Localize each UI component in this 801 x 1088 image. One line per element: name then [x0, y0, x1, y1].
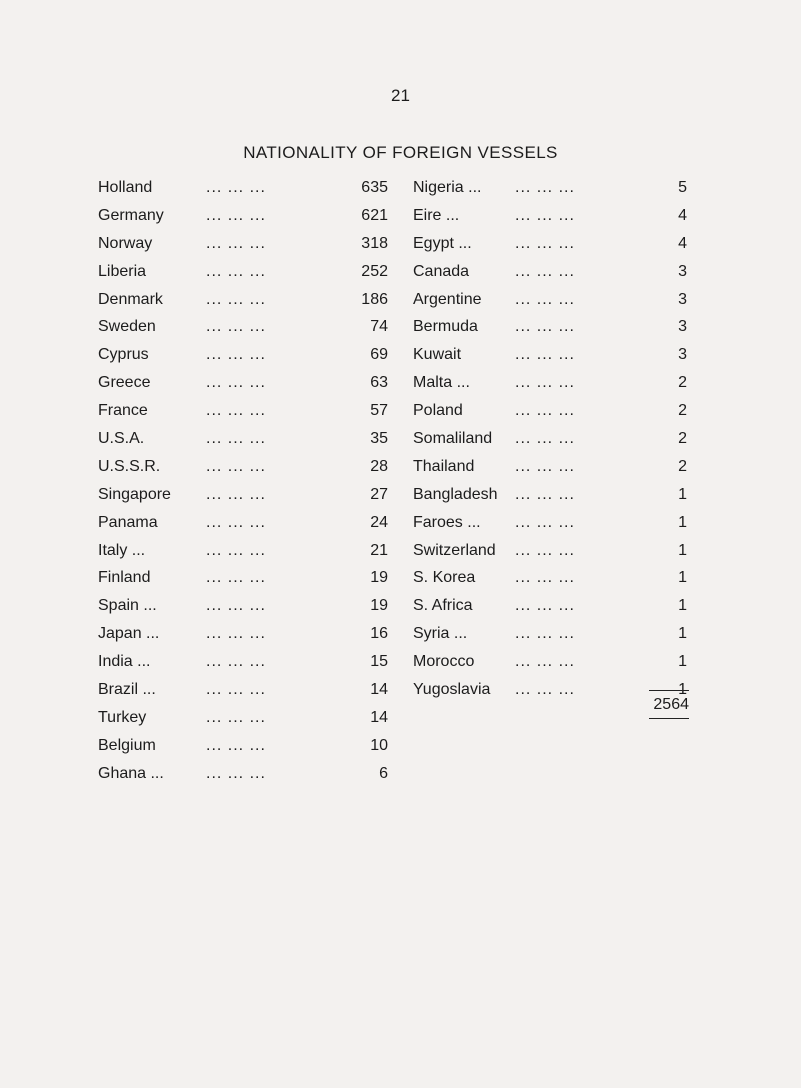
- vessel-count: 4: [678, 234, 687, 252]
- page-title: NATIONALITY OF FOREIGN VESSELS: [243, 143, 558, 162]
- country-row: [413, 202, 687, 230]
- vessel-count: 15: [370, 653, 388, 671]
- leader-dots: ... ... ...: [515, 541, 575, 559]
- leader-dots: ... ... ...: [206, 625, 266, 643]
- country-row: [98, 648, 388, 676]
- country-name: Holland: [98, 179, 153, 196]
- leader-dots: ... ... ...: [206, 485, 266, 503]
- vessel-count: 1: [678, 597, 687, 615]
- country-name: U.S.A.: [98, 430, 145, 448]
- leader-dots: ... ... ...: [515, 513, 575, 531]
- country-row: [413, 230, 687, 258]
- leader-dots: ... ... ...: [206, 430, 266, 448]
- left-column-list: [98, 174, 388, 788]
- vessel-count: 14: [370, 708, 388, 726]
- leader-dots: ... ... ...: [206, 569, 266, 587]
- country-name: Syria ...: [413, 625, 468, 643]
- country-name: Bangladesh: [413, 485, 498, 503]
- vessel-count: 1: [678, 513, 687, 531]
- leader-dots: ... ... ...: [515, 346, 575, 364]
- country-name: Belgium: [98, 736, 156, 754]
- country-name: S. Africa: [413, 597, 473, 615]
- country-row: [98, 564, 388, 592]
- leader-dots: ... ... ...: [515, 430, 575, 448]
- vessel-count: 14: [370, 681, 388, 699]
- vessel-count: 21: [370, 541, 388, 559]
- leader-dots: ... ... ...: [206, 541, 266, 559]
- vessel-count: 621: [361, 206, 388, 224]
- country-row: [98, 230, 388, 258]
- country-row: [413, 564, 687, 592]
- vessel-count: 3: [678, 262, 687, 280]
- country-name: Yugoslavia: [413, 681, 491, 699]
- country-row: [413, 453, 687, 481]
- leader-dots: ... ... ...: [515, 318, 575, 336]
- country-row: [413, 620, 687, 648]
- vessel-count: 74: [370, 318, 388, 336]
- country-row: [98, 258, 388, 286]
- leader-dots: ... ... ...: [206, 179, 266, 196]
- vessel-count: 35: [370, 430, 388, 448]
- vessel-count: 28: [370, 457, 388, 475]
- country-name: France: [98, 402, 148, 420]
- vessel-count: 318: [361, 234, 388, 252]
- vessel-count: 252: [361, 262, 388, 280]
- country-name: Germany: [98, 206, 164, 224]
- country-row: [98, 481, 388, 509]
- leader-dots: ... ... ...: [515, 234, 575, 252]
- country-name: Argentine: [413, 290, 482, 308]
- leader-dots: ... ... ...: [206, 457, 266, 475]
- country-name: Egypt ...: [413, 234, 472, 252]
- vessel-count: 3: [678, 318, 687, 336]
- leader-dots: ... ... ...: [206, 402, 266, 420]
- country-row: [413, 648, 687, 676]
- vessel-count: 3: [678, 346, 687, 364]
- vessel-count: 1: [678, 485, 687, 503]
- leader-dots: ... ... ...: [206, 513, 266, 531]
- total-value: 2564: [653, 696, 689, 713]
- country-name: Ghana ...: [98, 764, 164, 782]
- country-name: India ...: [98, 653, 151, 671]
- leader-dots: ... ... ...: [515, 681, 575, 699]
- country-row: [413, 592, 687, 620]
- country-row: [413, 397, 687, 425]
- country-row: [413, 509, 687, 537]
- vessel-count: 24: [370, 513, 388, 531]
- vessel-count: 16: [370, 625, 388, 643]
- country-row: [98, 704, 388, 732]
- country-row: [413, 341, 687, 369]
- country-name: Faroes ...: [413, 513, 481, 531]
- leader-dots: ... ... ...: [515, 597, 575, 615]
- vessel-count: 10: [370, 736, 388, 754]
- vessel-count: 4: [678, 206, 687, 224]
- country-name: Thailand: [413, 457, 475, 475]
- country-name: Sweden: [98, 318, 156, 336]
- country-row: [413, 286, 687, 314]
- leader-dots: ... ... ...: [206, 736, 266, 754]
- country-row: [98, 453, 388, 481]
- country-row: [98, 760, 388, 788]
- vessel-count: 2: [678, 457, 687, 475]
- total-bottom-rule: [649, 718, 689, 719]
- country-row: [98, 425, 388, 453]
- right-column-list: [413, 174, 687, 704]
- country-name: Panama: [98, 513, 158, 531]
- leader-dots: ... ... ...: [515, 374, 575, 392]
- vessel-count: 1: [678, 653, 687, 671]
- country-row: [98, 592, 388, 620]
- country-name: Somaliland: [413, 430, 493, 448]
- country-row: [413, 174, 687, 202]
- country-name: Brazil ...: [98, 681, 156, 699]
- country-row: [413, 369, 687, 397]
- country-row: [413, 537, 687, 565]
- leader-dots: ... ... ...: [515, 402, 575, 420]
- vessel-count: 6: [379, 764, 388, 782]
- leader-dots: ... ... ...: [206, 318, 266, 336]
- leader-dots: ... ... ...: [515, 569, 575, 587]
- country-name: Nigeria ...: [413, 179, 482, 196]
- country-name: Singapore: [98, 485, 171, 503]
- country-row: [98, 732, 388, 760]
- leader-dots: ... ... ...: [515, 206, 575, 224]
- country-name: Norway: [98, 234, 153, 252]
- country-name: U.S.S.R.: [98, 457, 161, 475]
- country-name: Italy ...: [98, 541, 146, 559]
- country-row: [413, 481, 687, 509]
- leader-dots: ... ... ...: [515, 262, 575, 280]
- country-row: [98, 537, 388, 565]
- leader-dots: ... ... ...: [206, 681, 266, 699]
- vessel-count: 1: [678, 541, 687, 559]
- country-row: [98, 369, 388, 397]
- leader-dots: ... ... ...: [206, 290, 266, 308]
- country-name: Switzerland: [413, 541, 496, 559]
- country-name: Turkey: [98, 708, 147, 726]
- leader-dots: ... ... ...: [515, 457, 575, 475]
- vessel-count: 5: [678, 179, 687, 196]
- country-name: Spain ...: [98, 597, 157, 615]
- country-row: [98, 202, 388, 230]
- leader-dots: ... ... ...: [206, 262, 266, 280]
- vessel-count: 2: [678, 430, 687, 448]
- country-name: Finland: [98, 569, 151, 587]
- leader-dots: ... ... ...: [206, 374, 266, 392]
- leader-dots: ... ... ...: [206, 234, 266, 252]
- country-row: [98, 397, 388, 425]
- leader-dots: ... ... ...: [206, 764, 266, 782]
- vessel-count: 27: [370, 485, 388, 503]
- country-row: [98, 313, 388, 341]
- country-row: [98, 676, 388, 704]
- vessel-count: 635: [361, 179, 388, 196]
- country-name: Bermuda: [413, 318, 478, 336]
- leader-dots: ... ... ...: [206, 708, 266, 726]
- country-name: Canada: [413, 262, 470, 280]
- country-row: [98, 341, 388, 369]
- vessel-count: 63: [370, 374, 388, 392]
- leader-dots: ... ... ...: [515, 485, 575, 503]
- country-name: Japan ...: [98, 625, 160, 643]
- vessel-count: 69: [370, 346, 388, 364]
- vessel-count: 186: [361, 290, 388, 308]
- vessel-count: 1: [678, 569, 687, 587]
- leader-dots: ... ... ...: [206, 597, 266, 615]
- country-name: Poland: [413, 402, 463, 420]
- country-row: [413, 258, 687, 286]
- country-row: [98, 620, 388, 648]
- country-name: Cyprus: [98, 346, 149, 364]
- page-number: 21: [391, 86, 410, 105]
- vessel-count: 2: [678, 402, 687, 420]
- country-name: Kuwait: [413, 346, 462, 364]
- leader-dots: ... ... ...: [206, 346, 266, 364]
- country-name: Denmark: [98, 290, 163, 308]
- country-name: Malta ...: [413, 374, 470, 392]
- country-row: [98, 509, 388, 537]
- vessel-count: 2: [678, 374, 687, 392]
- vessel-count: 1: [678, 625, 687, 643]
- country-name: Eire ...: [413, 206, 460, 224]
- leader-dots: ... ... ...: [206, 206, 266, 224]
- vessel-count: 57: [370, 402, 388, 420]
- country-row: [98, 286, 388, 314]
- total-block: [640, 690, 689, 719]
- country-row: [98, 174, 388, 202]
- leader-dots: ... ... ...: [515, 653, 575, 671]
- vessel-count: 3: [678, 290, 687, 308]
- leader-dots: ... ... ...: [206, 653, 266, 671]
- country-name: Liberia: [98, 262, 147, 280]
- leader-dots: ... ... ...: [515, 625, 575, 643]
- country-name: S. Korea: [413, 569, 476, 587]
- leader-dots: ... ... ...: [515, 290, 575, 308]
- vessel-count: 19: [370, 597, 388, 615]
- vessel-count: 19: [370, 569, 388, 587]
- country-name: Morocco: [413, 653, 475, 671]
- country-name: Greece: [98, 374, 151, 392]
- country-row: [413, 313, 687, 341]
- country-row: [413, 425, 687, 453]
- leader-dots: ... ... ...: [515, 179, 575, 196]
